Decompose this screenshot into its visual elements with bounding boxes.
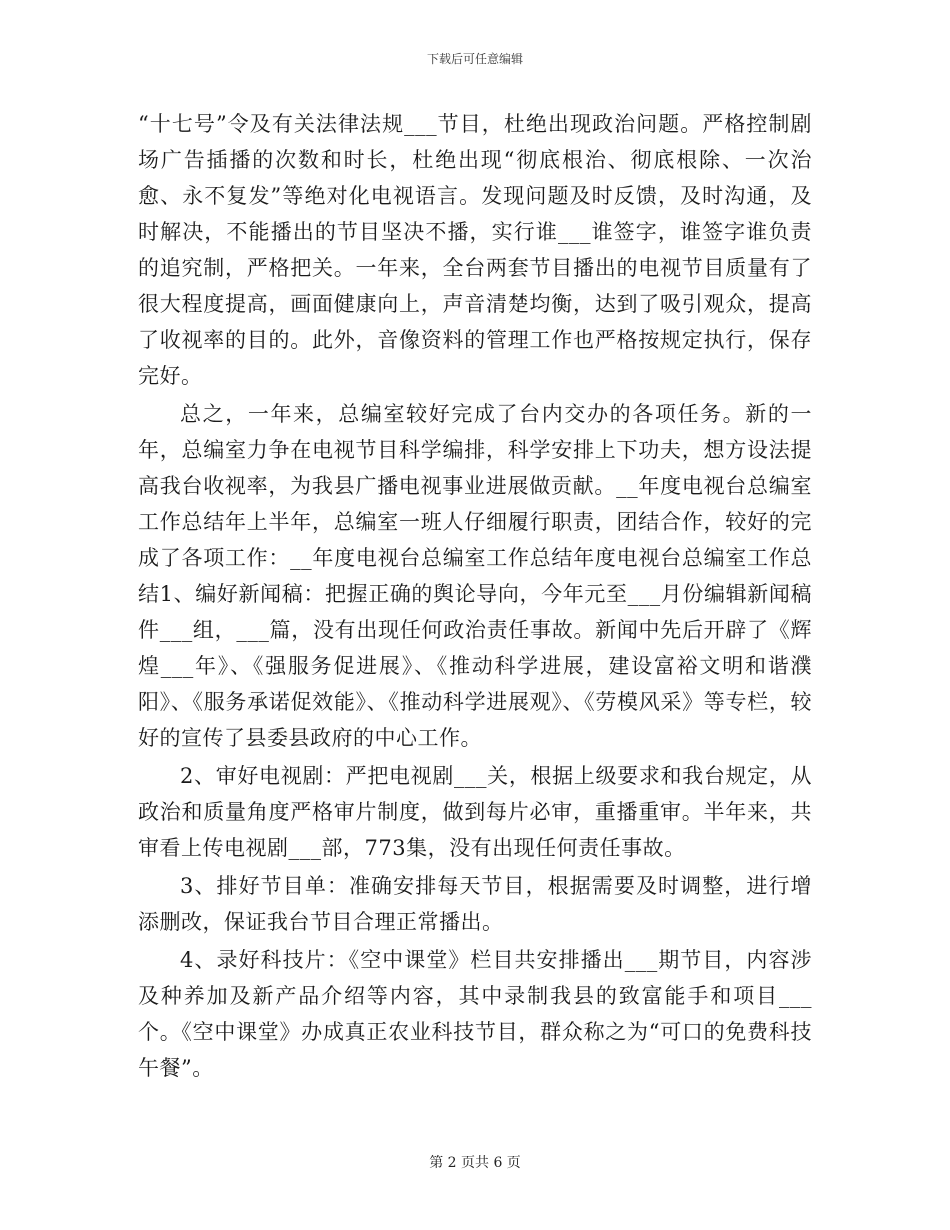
- page-header-note: 下载后可任意编辑: [426, 52, 523, 66]
- paragraph-tv-drama-review: 2、审好电视剧：严把电视剧___关，根据上级要求和我台规定，从政治和质量角度严格审片制度，做到每片必审，重播重审。半年来，共审看上传电视剧___部，773集，没有出现任何责任事故。: [138, 764, 812, 860]
- paragraph-summary: 总之，一年来，总编室较好完成了台内交办的各项任务。新的一年，总编室力争在电视节目科学编排，科学安排上下功夫，想方设法提高我台收视率，为我县广播电视事业进展做贡献。__年度电视台总编室工作总结年上半年，总编室一班人仔细履行职责，团结合作，较好的完成了各项工作：__年度电视台总编室工作总结年度电视台总编室工作总结1、编好新闻稿：把握正确的舆论导向，今年元至___月份编辑新闻稿件___组，___篇，没有出现任何政治责任事故。新闻中先后开辟了《辉煌___年》、《强服务促进展》、《推动科学进展，建设富裕文明和谐濮阳》、《服务承诺促效能》、《推动科学进展观》、《劳模风采》等专栏，较好的宣传了县委县政府的中心工作。: [138, 402, 812, 750]
- paragraph-program-schedule: 3、排好节目单：准确安排每天节目，根据需要及时调整，进行增添删改，保证我台节目合理正常播出。: [138, 874, 812, 934]
- paragraph-continued: “十七号”令及有关法律法规___节目，杜绝出现政治问题。严格控制剧场广告插播的次数和时长，杜绝出现“彻底根治、彻底根除、一次治愈、永不复发”等绝对化电视语言。发现问题及时反馈，及时沟通，及时解决，不能播出的节目坚决不播，实行谁___谁签字，谁签字谁负责的追究制，严格把关。一年来，全台两套节目播出的电视节目质量有了很大程度提高，画面健康向上，声音清楚均衡，达到了吸引观众，提高了收视率的目的。此外，音像资料的管理工作也严格按规定执行，保存完好。: [138, 112, 812, 388]
- paragraph-science-program: 4、录好科技片：《空中课堂》栏目共安排播出___期节目，内容涉及种养加及新产品介绍等内容，其中录制我县的致富能手和项目___个。《空中课堂》办成真正农业科技节目，群众称之为“可口的免费科技午餐”。: [138, 948, 812, 1080]
- page-number: 第 2 页共 6 页: [429, 1155, 521, 1171]
- document-body: [138, 106, 812, 1086]
